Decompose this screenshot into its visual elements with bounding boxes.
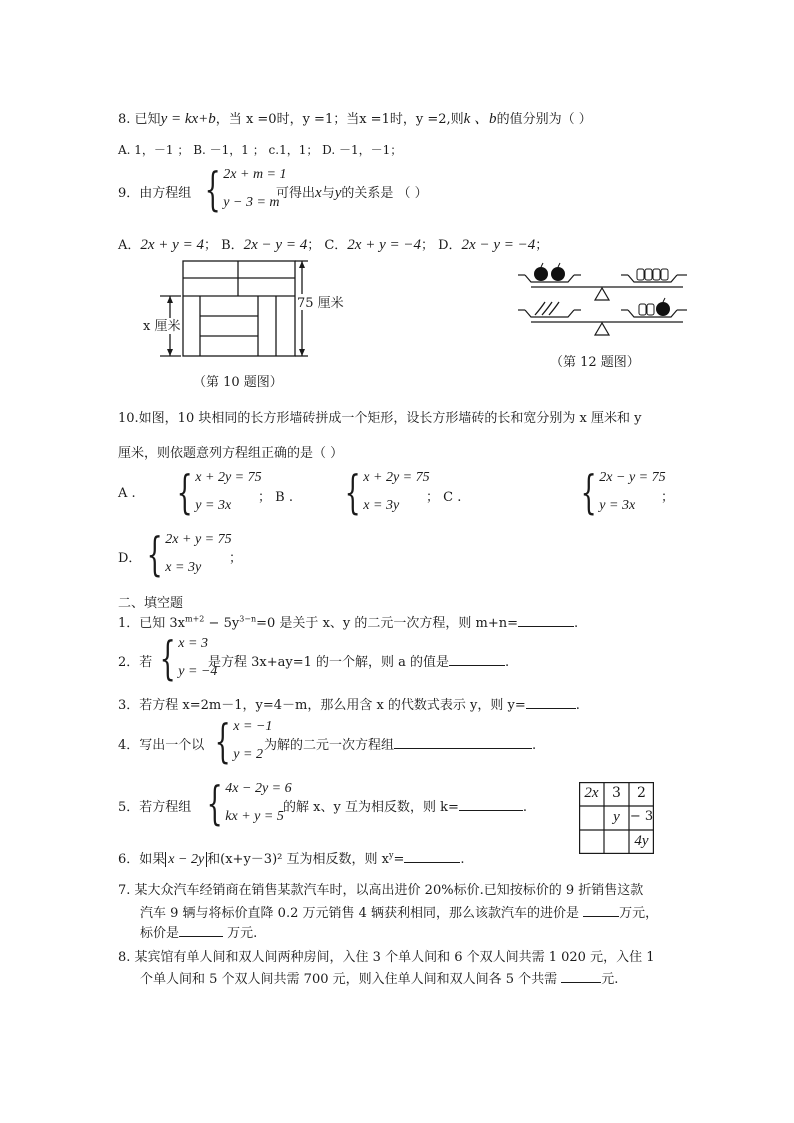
fill-question-5-prefix: 5．若方程组	[118, 800, 192, 815]
arrow-head	[167, 349, 173, 356]
grid-cell: 3	[612, 785, 621, 801]
section-2-title: 二、填空题	[118, 596, 184, 611]
scale1-left-pan	[525, 275, 574, 282]
q9-prefix: 9．由方程组	[118, 186, 192, 201]
can-icon	[639, 304, 654, 315]
answer-blank[interactable]	[394, 735, 532, 749]
arrow-head	[299, 349, 305, 356]
grid-cell: 2	[637, 785, 646, 801]
q10-text-line1: 10.如图，10 块相同的长方形墙砖拼成一个矩形，设长方形墙砖的长和宽分别为 x 厘米和 y	[118, 411, 642, 426]
question-8: 8. 已知y = kx+b，当 x =0时，y =1；当x =1时，y =2,则k 、b的值分别为（ ）	[118, 111, 592, 127]
figure-10-caption: （第 10 题图）	[193, 375, 283, 390]
absolute-value-expression: x − 2y	[165, 852, 207, 867]
fill-question-1: 1．已知 $3x^{m+2} - 5y^{3-n}=0$ 是关于 x、y 的二元一次方程，则 m+n= .	[118, 614, 579, 631]
x-label: x 厘米	[143, 319, 181, 334]
can-icon	[637, 269, 668, 280]
answer-blank[interactable]	[561, 969, 601, 983]
answer-blank[interactable]	[518, 613, 574, 627]
grid-cell: − 3	[629, 809, 654, 824]
fill-question-4-system: { x = −1 y = 2	[214, 714, 273, 768]
grid-cell: 4y	[634, 833, 649, 849]
fill-question-2: 是方程 3x+ay=1 的一个解，则 a 的值是 .	[208, 651, 509, 670]
apple-icon	[656, 298, 670, 316]
fill-question-8-line1: 8. 某宾馆有单人间和双人间两种房间，入住 3 个单人间和 6 个双人间共需 1 020 元，入住 1	[118, 950, 655, 965]
fill-question-4-prefix: 4．写出一个以	[118, 738, 205, 753]
apple-icon	[534, 263, 548, 281]
answer-blank[interactable]	[583, 903, 619, 917]
fill-question-8-line2: 个单人间和 5 个双人间共需 700 元，则入住单人间和双人间各 5 个共需 元.	[140, 968, 618, 987]
arrow-head	[299, 261, 305, 268]
apple-icon	[551, 263, 565, 281]
fill-question-7-line1: 7. 某大众汽车经销商在销售某款汽车时，以高出进价 20%标价.已知按标价的 9 折销售这款	[118, 883, 644, 898]
fill-question-5: 的解 x、y 互为相反数，则 k= .	[283, 796, 527, 815]
arrow-head	[167, 296, 173, 303]
figure-12-balance-scales	[515, 260, 695, 375]
scale1-fulcrum	[595, 288, 609, 300]
height-label: 75 厘米	[297, 296, 344, 311]
fill-question-7-line2: 汽车 9 辆与将标价直降 0.2 万元销售 4 辆获利相同，那么该款汽车的进价是 万元，	[140, 902, 658, 921]
q10-option-d-system: { 2x + y = 75 x = 3y	[146, 527, 232, 581]
q9-tail: 可得出x与y的关系是 （ ）	[276, 185, 428, 201]
fill-question-5-system: { 4x − 2y = 6 kx + y = 5	[206, 776, 292, 830]
fill-question-2-system: { x = 3 y = −4	[159, 631, 218, 685]
magic-square-grid	[579, 782, 654, 854]
grid-cell: y	[613, 809, 620, 825]
q10-option-c-label: ； C .	[426, 490, 462, 505]
q8-expression: y = kx+b	[160, 111, 216, 127]
scale2-fulcrum	[595, 323, 609, 335]
banana-icon	[535, 302, 559, 315]
q10-option-d-label: D．	[118, 551, 142, 566]
grid-cell: 2x	[584, 785, 599, 801]
q9-system: { 2x + m = 1 y − 3 = m	[204, 162, 287, 216]
fill-question-6: 6．如果 x − 2y 和(x+y－3)² 互为相反数，则 $x^y=$ .	[118, 850, 465, 867]
fill-question-3: 3．若方程 x=2m－1，y=4－m，那么用含 x 的代数式表示 y，则 y= .	[118, 694, 580, 713]
answer-blank[interactable]	[526, 695, 576, 709]
q10-option-a-label: A .	[118, 486, 136, 501]
fill-question-7-line3: 标价是 万元.	[140, 922, 257, 941]
answer-blank[interactable]	[449, 652, 505, 666]
q8-options: A. 1，－1 ； B. －1，1 ； c.1，1； D. －1，－1；	[118, 143, 403, 157]
fill-question-4: 为解的二元一次方程组 .	[264, 734, 536, 753]
q10-option-b-label: ； B .	[258, 490, 293, 505]
q9-options: A．2x + y = 4； B．2x − y = 4； C．2x + y = −4； D．2x − y = −4；	[118, 237, 549, 253]
figure-12-caption: （第 12 题图）	[550, 355, 640, 370]
q10-option-b-system: { x + 2y = 75 x = 3y	[344, 465, 430, 519]
q10-option-c-system: { 2x − y = 75 y = 3x	[580, 465, 666, 519]
fill-question-2-prefix: 2．若	[118, 655, 153, 670]
answer-blank[interactable]	[459, 797, 523, 811]
q10-semicolon: ；	[661, 490, 675, 505]
q10-option-a-system: { x + 2y = 75 y = 3x	[176, 465, 262, 519]
answer-blank[interactable]	[179, 923, 223, 937]
q10-option-d-semicolon: ；	[229, 551, 243, 566]
answer-blank[interactable]	[404, 849, 460, 863]
figure-10-brick-diagram	[140, 255, 360, 390]
q10-text-line2: 厘米，则依题意列方程组正确的是（ ）	[118, 446, 344, 461]
